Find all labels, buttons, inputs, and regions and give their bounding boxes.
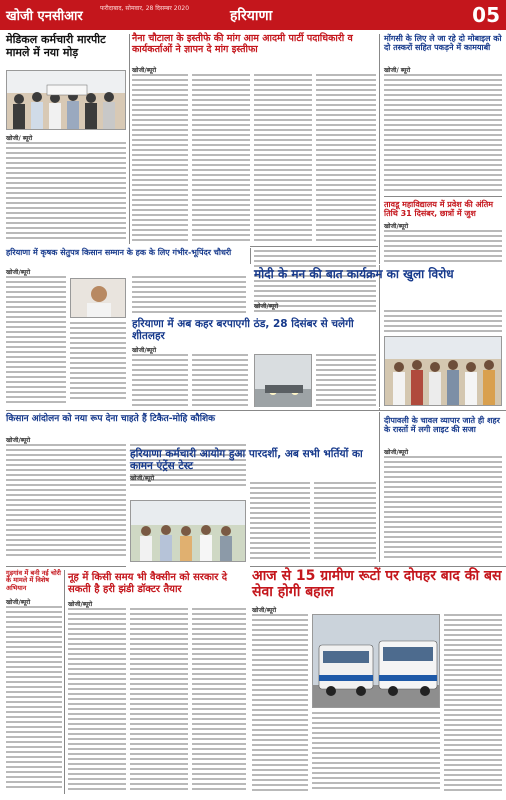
mann-byline: खोजी/ब्यूरो [254, 303, 279, 310]
nahar-body [6, 276, 66, 406]
cold-body-1 [132, 354, 188, 408]
leader-portrait [70, 278, 126, 318]
vaccine-byline: खोजी/ब्यूरो [68, 601, 93, 608]
bus-photo [312, 614, 440, 708]
mahendra-body [384, 74, 502, 194]
cold-body-2 [192, 354, 248, 408]
nahar-body-right [70, 322, 126, 406]
stray-headline: गुड़गांव में बनी नई चोरी के मामले में विशेष अभियान [6, 569, 61, 592]
mahendra-byline: खोजी/ ब्यूरो [384, 67, 411, 74]
tax-body [384, 230, 502, 264]
protest-photo [6, 70, 126, 130]
diwali-headline: दीपावली के चावल व्यापार जाते ही शहर के रास्तों में लगी लाइट की सजा [384, 416, 500, 435]
aap-body-2 [192, 74, 250, 244]
exam-body-2 [250, 482, 310, 562]
nahar-byline: खोजी/ब्यूरो [6, 269, 31, 276]
vaccine-headline: नूह में किसी समय भी वैक्सीन को सरकार दे सकती है हरी झंडी डॉक्टर तैयार [68, 572, 228, 595]
exam-byline: खोजी/ब्यूरो [130, 475, 155, 482]
page-number: 05 [472, 3, 500, 27]
mann-body-2 [384, 310, 502, 334]
vaccine-body-2 [130, 608, 188, 794]
aap-body-1 [132, 74, 188, 244]
issue-date: फरीदाबाद, सोमवार, 28 दिसम्बर 2020 [100, 5, 190, 12]
nahar-headline: हरियाणा में कृषक सेतुपत्र किसान सम्मान के हक के लिए गंभीर-भूपिंदर चौधरी [6, 248, 232, 257]
meeting-photo [130, 500, 246, 562]
tax-headline: तावडू महाविद्यालय में प्रवेश की अंतिम तिथि 31 दिसंबर, छात्रों में जुश [384, 200, 494, 219]
aap-body-4 [316, 74, 376, 244]
cold-headline-final: हरियाणा में अब कहर बरपाएगी ठंड, 28 दिसंबर से चलेगी शीतलहर [132, 318, 354, 343]
nahar-body-3 [132, 276, 246, 314]
exam-headline: हरियाणा कर्मचारी आयोग हुआ पारदर्शी, अब सभी भर्तियों का कामन एंट्रेंस टेस्ट [130, 448, 363, 473]
farmer-headline: किसान आंदोलन को नया रूप देना चाहते हैं टिकैत-मोहि कौशिक [6, 414, 216, 424]
cold-byline: खोजी/ब्यूरो [132, 347, 157, 354]
medical-headline: मेडिकल कर्मचारी मारपीट मामले में नया मोड़ [6, 33, 106, 59]
medical-body [6, 142, 126, 242]
section-title: हरियाणा [230, 8, 273, 24]
newspaper-name: खोजी एनसीआर [6, 9, 83, 24]
vaccine-body [68, 608, 126, 794]
mann-photo [384, 336, 502, 406]
stray-byline: खोजी/ब्यूरो [6, 599, 31, 606]
tax-byline: खोजी/ब्यूरो [384, 223, 409, 230]
diwali-body [384, 456, 502, 562]
exam-body-3 [314, 482, 376, 562]
bus-byline: खोजी/ब्यूरो [252, 607, 277, 614]
farmer-body [6, 444, 126, 562]
bus-body-3 [444, 614, 502, 794]
bus-body-2 [312, 712, 440, 794]
stray-body [6, 606, 62, 794]
diwali-byline: खोजी/ब्यूरो [384, 449, 409, 456]
masthead [0, 0, 506, 30]
aap-headline: नैना चौटाला के इस्तीफे की मांग आम आदमी पार्टी पदाधिकारी व कार्यकर्ताओं ने ज्ञापन दे मांग इस्तीफा [132, 33, 353, 55]
bus-headline: आज से 15 ग्रामीण रूटों पर दोपहर बाद की बस सेवा होगी बहाल [252, 568, 502, 601]
farmer-byline: खोजी/ब्यूरो [6, 437, 31, 444]
mann-headline: मोदी के मन की बात कार्यक्रम का खुला विरोध [254, 267, 454, 281]
mahendra-headline: मोंगसी के लिए ले जा रहे दो मोबाइल को दो तस्करों सहित पकड़ने में कामयाबी [384, 34, 502, 53]
vaccine-body-3 [192, 608, 246, 794]
medical-byline: खोजी/ ब्यूरो [6, 135, 33, 142]
aap-byline: खोजी/ब्यूरो [132, 67, 157, 74]
bus-body-1 [252, 614, 308, 794]
aap-body-3 [254, 74, 312, 244]
